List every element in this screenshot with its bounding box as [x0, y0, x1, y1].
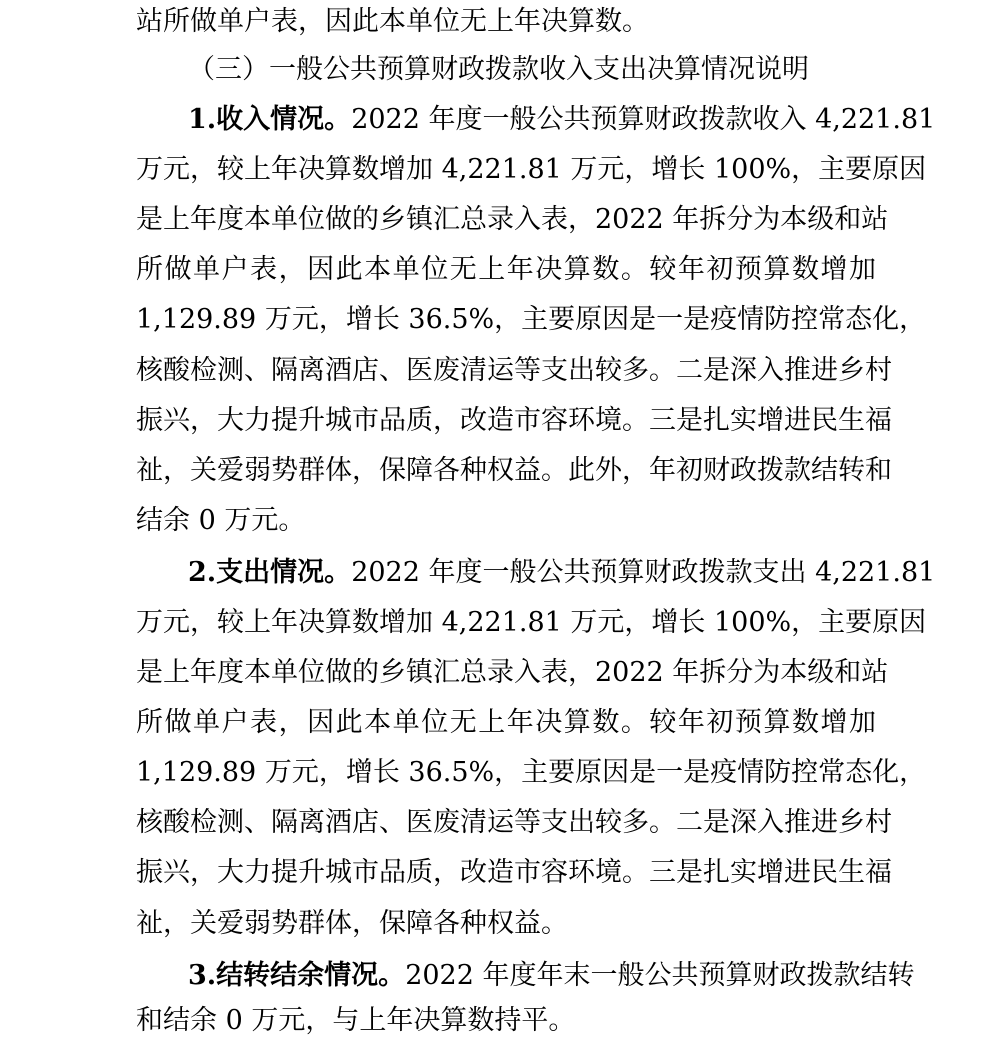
section-heading: （三）一般公共预算财政拨款收入支出决算情况说明 [188, 54, 809, 85]
income-first-line [188, 98, 936, 142]
income-line: 是上年度本单位做的乡镇汇总录入表，2022 年拆分为本级和站 [136, 204, 889, 235]
expenditure-line: 是上年度本单位做的乡镇汇总录入表，2022 年拆分为本级和站 [136, 657, 889, 688]
expenditure-line: 所做单户表，因此本单位无上年决算数。较年初预算数增加 [136, 707, 876, 738]
expenditure-line: 核酸检测、隔离酒店、医废清运等支出较多。二是深入推进乡村 [136, 807, 892, 838]
expenditure-first-line [188, 551, 936, 595]
intro-tail-line: 站所做单户表，因此本单位无上年决算数。 [136, 6, 649, 37]
expenditure-line-text: 2022 年度一般公共预算财政拨款支出 4,221.81 [351, 557, 936, 588]
carryover-label: 3.结转结余情况。 [188, 960, 406, 991]
carryover-first-line [188, 954, 915, 998]
expenditure-line: 1,129.89 万元，增长 36.5%，主要原因是一是疫情防控常态化， [136, 757, 927, 788]
expenditure-label: 2.支出情况。 [188, 557, 352, 588]
income-line: 振兴，大力提升城市品质，改造市容环境。三是扎实增进民生福 [136, 405, 892, 436]
expenditure-line: 祉，关爱弱势群体，保障各种权益。 [136, 908, 568, 939]
expenditure-line: 振兴，大力提升城市品质，改造市容环境。三是扎实增进民生福 [136, 857, 892, 888]
income-line: 所做单户表，因此本单位无上年决算数。较年初预算数增加 [136, 254, 876, 285]
income-line-text: 2022 年度一般公共预算财政拨款收入 4,221.81 [351, 104, 936, 135]
income-label: 1.收入情况。 [188, 104, 352, 135]
carryover-line: 和结余 0 万元，与上年决算数持平。 [136, 1005, 576, 1036]
expenditure-line: 万元，较上年决算数增加 4,221.81 万元，增长 100%，主要原因 [136, 607, 927, 638]
income-line: 结余 0 万元。 [136, 505, 306, 536]
income-line: 祉，关爱弱势群体，保障各种权益。此外，年初财政拨款结转和 [136, 455, 892, 486]
income-line: 万元，较上年决算数增加 4,221.81 万元，增长 100%，主要原因 [136, 154, 927, 185]
carryover-line-text: 2022 年度年末一般公共预算财政拨款结转 [405, 960, 915, 991]
income-line: 核酸检测、隔离酒店、医废清运等支出较多。二是深入推进乡村 [136, 355, 892, 386]
income-line: 1,129.89 万元，增长 36.5%，主要原因是一是疫情防控常态化， [136, 304, 927, 335]
